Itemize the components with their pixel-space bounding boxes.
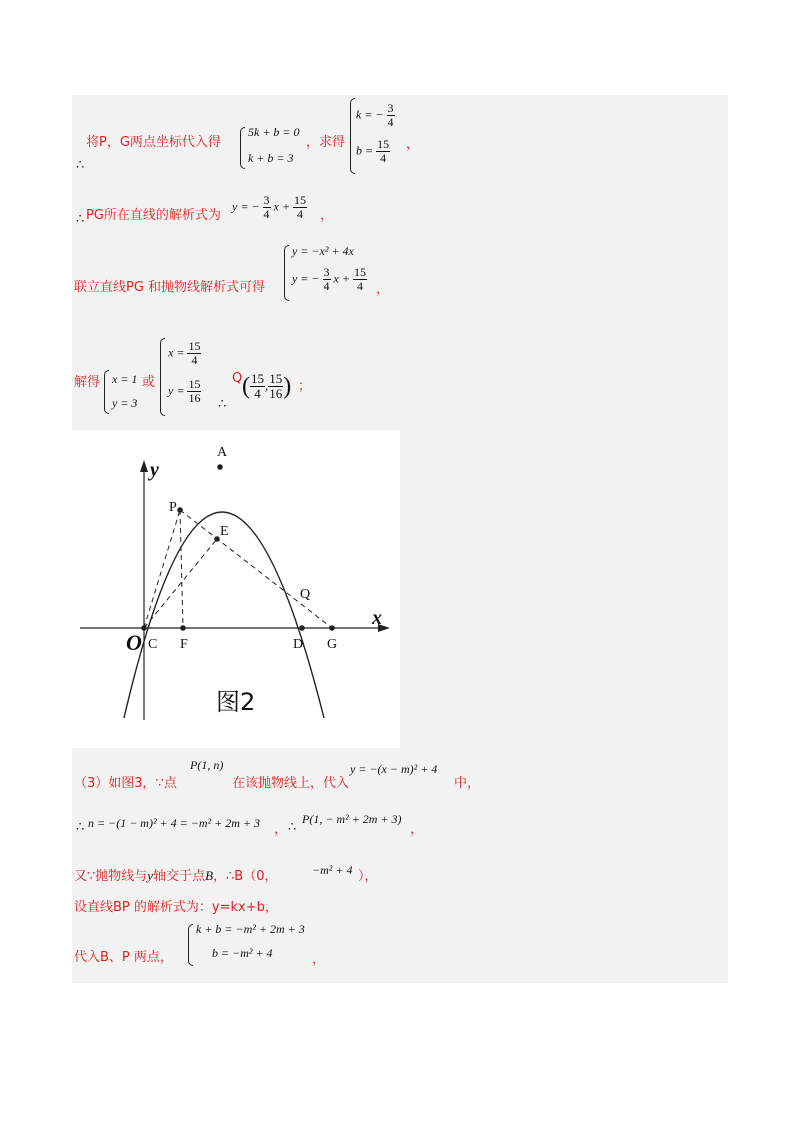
line6-therefore2: ∴ xyxy=(288,820,297,835)
line6-therefore: ∴ xyxy=(76,820,85,835)
label-x: x xyxy=(372,607,382,629)
line1-therefore: ∴ xyxy=(76,158,85,173)
line4-text: 解得 xyxy=(74,375,101,390)
line8-text: 设直线BP 的解析式为：y=kx+b， xyxy=(74,900,278,915)
line5-end: 中， xyxy=(454,776,481,791)
line2-text: PG所在直线的解析式为 xyxy=(86,208,221,223)
label-d: D xyxy=(293,637,304,652)
line4-or: 或 xyxy=(142,375,156,390)
point-p xyxy=(177,507,183,513)
y-axis-arrow xyxy=(140,460,148,472)
figure-caption: 图2 xyxy=(216,688,256,716)
line4-end: ； xyxy=(298,379,312,394)
line1-eq1: 5k + b = 0 xyxy=(248,125,300,139)
point-f xyxy=(180,625,186,631)
label-q: Q xyxy=(300,587,311,602)
figure-2-svg xyxy=(72,430,400,748)
line1-k: k = − $\frac{3}{4}$ xyxy=(356,101,394,130)
line4-q-label: Q xyxy=(232,371,243,386)
line1-end: ， xyxy=(406,137,420,152)
line1-eq2: k + b = 3 xyxy=(248,151,294,165)
line3-text: 联立直线PG 和抛物线解析式可得 xyxy=(74,280,266,295)
line5-eq: y = −(x − m)² + 4 xyxy=(350,762,438,776)
point-d xyxy=(299,625,305,631)
line3-eq1: y = −x² + 4x xyxy=(292,244,354,258)
label-p: P xyxy=(169,500,177,515)
points xyxy=(141,464,335,631)
line2-therefore: ∴ xyxy=(76,212,85,227)
line5-mid: 在该抛物线上，代入 xyxy=(232,776,350,791)
label-g: G xyxy=(327,637,338,652)
line4-brace2 xyxy=(160,338,165,416)
line7-end: ）， xyxy=(358,869,378,884)
line4-s2-y: y = $\frac{15}{16}$ xyxy=(168,377,201,406)
line6-eq: n = −(1 − m)² + 4 = −m² + 2m + 3 xyxy=(88,816,260,830)
line1-brace xyxy=(240,127,245,169)
dashed-lines xyxy=(144,510,332,628)
line1-text: 将P，G两点坐标代入得 xyxy=(86,135,221,150)
line-pf xyxy=(180,510,183,628)
line2-end: ， xyxy=(320,208,334,223)
point-g xyxy=(329,625,335,631)
line1-mid: ，求得 xyxy=(306,135,346,150)
line9-brace xyxy=(188,924,193,966)
label-a: A xyxy=(217,445,228,460)
line3-brace xyxy=(284,245,289,301)
line9-text: 代入B、P 两点， xyxy=(74,950,173,965)
line4-brace1 xyxy=(104,370,109,414)
line4-s2-x: x = $\frac{15}{4}$ xyxy=(168,339,201,368)
point-o xyxy=(141,625,147,631)
line5-point: P(1, n) xyxy=(190,758,224,772)
line6-end: ， xyxy=(410,822,424,837)
line7-eq: −m² + 4 xyxy=(312,863,353,877)
line1-b: b = $\frac{15}{4}$ xyxy=(356,137,390,166)
line6-point: P(1, − m² + 2m + 3) xyxy=(302,812,402,826)
label-y: y xyxy=(150,459,159,481)
line9-eq2: b = −m² + 4 xyxy=(212,946,273,960)
line2-eq: y = − $\frac{3}{4}$ x + $\frac{15}{4}$ xyxy=(232,193,306,222)
line3-eq2: y = − $\frac{3}{4}$ x + $\frac{15}{4}$ xyxy=(292,265,366,294)
line4-s1-eq2: y = 3 xyxy=(112,396,138,410)
line4-therefore: ∴ xyxy=(218,397,227,412)
line7-text: 又∵抛物线与y轴交于点B，∴B（0， xyxy=(74,868,278,884)
line3-end: ， xyxy=(376,282,390,297)
line9-eq1: k + b = −m² + 2m + 3 xyxy=(196,922,305,936)
line-oe xyxy=(144,539,217,628)
point-e xyxy=(214,536,220,542)
line-pg xyxy=(180,510,332,628)
label-c: C xyxy=(148,637,158,652)
point-a xyxy=(217,464,223,470)
line5-text: （3）如图3，∵点 xyxy=(74,776,177,791)
label-e: E xyxy=(220,524,229,539)
label-f: F xyxy=(180,637,188,652)
line4-s1-eq1: x = 1 xyxy=(112,372,138,386)
label-o: O xyxy=(126,630,142,655)
figure-2 xyxy=(72,430,400,748)
line4-q-coord: ( $\frac{15}{4}$ , $\frac{15}{16}$ ) xyxy=(242,371,292,402)
line9-end: ， xyxy=(312,952,326,967)
line6-comma: ， xyxy=(274,822,288,837)
line1-brace2 xyxy=(350,98,355,174)
line-op xyxy=(144,510,180,628)
